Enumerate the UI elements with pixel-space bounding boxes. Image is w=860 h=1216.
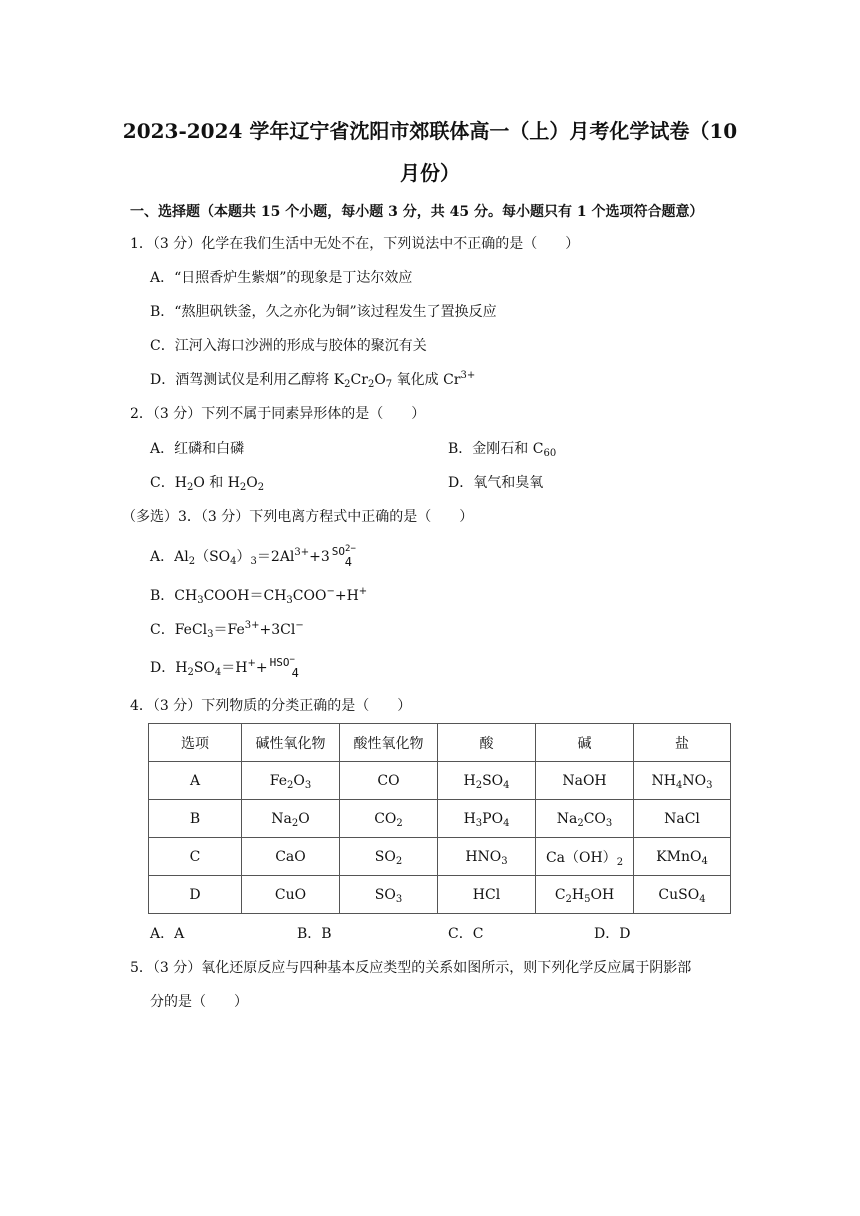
bisulfate-ion-icon: HSO− 4 — [269, 655, 299, 680]
option-a-label: A．Al — [150, 549, 189, 565]
option-a-rest: ） — [236, 549, 251, 565]
option-b-eq: ＝ — [249, 588, 264, 604]
question-1-option-a: A．“日照香炉生紫烟”的现象是丁达尔效应 — [150, 270, 413, 286]
question-3-option-c: C．$FeCl_3=Fe^{3+}+3Cl^-$ — [150, 620, 304, 640]
sulfate-ion-icon: $SO^{2-}$ 4 — [331, 544, 356, 569]
table-cell: $Na_2O$ — [242, 800, 340, 838]
question-5-stem-line1: 5．（3 分）氧化还原反应与四种基本反应类型的关系如图所示，则下列化学反应属于阴影部 — [130, 960, 692, 976]
question-4-option-c: C．C — [448, 926, 484, 942]
table-cell: CO — [340, 762, 438, 800]
option-c-label: C．FeCl — [150, 622, 208, 638]
option-c-label: C． — [150, 475, 175, 491]
question-2-stem: 2．（3 分）下列不属于同素异形体的是（ ） — [130, 406, 426, 422]
table-cell: D — [149, 876, 242, 914]
table-header-cell: 酸性氧化物 — [340, 724, 438, 762]
question-3-option-a: A．$Al_2(SO_4)_3=2Al^{3+}+3$ $SO^{2-}$ 4 — [150, 544, 356, 569]
document-title-line1: 2023-2024 学年辽宁省沈阳市郊联体高一（上）月考化学试卷（10 — [122, 119, 738, 143]
table-cell: KMnO$_4$ — [634, 838, 731, 876]
option-d-eq: ＝H — [221, 660, 248, 676]
option-c-eq: ＝Fe — [213, 622, 245, 638]
table-cell: $Fe_2O_3$ — [242, 762, 340, 800]
question-4-option-a: A．A — [150, 926, 185, 942]
table-header-cell: 选项 — [149, 724, 242, 762]
option-b-text: B．金刚石和 C — [448, 441, 544, 457]
table-row — [149, 762, 731, 800]
table-cell: $CO_2$ — [340, 800, 438, 838]
option-d-text: D．酒驾测试仪是利用乙醇将 — [150, 372, 334, 388]
question-3-option-d: D．$H_2SO_4=H^++$ HSO− 4 — [150, 655, 299, 680]
option-d-text-mid: 氧化成 Cr — [392, 372, 461, 388]
table-cell: $HNO_3$ — [438, 838, 536, 876]
table-cell: $C_2H_5OH$ — [536, 876, 634, 914]
question-2-option-b: B．金刚石和 $C_{60}$ — [448, 441, 557, 459]
table-row — [149, 800, 731, 838]
question-4-option-b: B．B — [297, 926, 332, 942]
section-heading: 一、选择题（本题共 15 个小题，每小题 3 分，共 45 分。每小题只有 1 个选项符合题意） — [130, 204, 704, 220]
option-a-plus: +3 — [309, 549, 330, 565]
question-2-option-d: D．氧气和臭氧 — [448, 475, 544, 491]
document-title-line2: 月份） — [400, 161, 460, 185]
table-cell: C — [149, 838, 242, 876]
option-c-mid: 和 — [204, 475, 228, 491]
question-3-option-b: B．$CH_3COOH=CH_3COO^-+H^+$ — [150, 586, 368, 606]
table-row — [149, 876, 731, 914]
table-row — [149, 838, 731, 876]
question-4-stem: 4．（3 分）下列物质的分类正确的是（ ） — [130, 698, 412, 714]
table-header-cell: 酸 — [438, 724, 536, 762]
question-5-stem-line2: 分的是（ ） — [150, 994, 248, 1010]
table-cell: A — [149, 762, 242, 800]
option-b-label: B． — [150, 588, 175, 604]
table-cell: $H_2SO_4$ — [438, 762, 536, 800]
option-a-mid: （SO — [195, 549, 231, 565]
table-cell: CuO — [242, 876, 340, 914]
question-1-stem: 1．（3 分）化学在我们生活中无处不在，下列说法中不正确的是（ ） — [130, 236, 580, 252]
table-cell: $Na_2CO_3$ — [536, 800, 634, 838]
table-cell: $SO_3$ — [340, 876, 438, 914]
table-cell: $SO_2$ — [340, 838, 438, 876]
table-cell: $NH_4NO_3$ — [634, 762, 731, 800]
table-cell: NaCl — [634, 800, 731, 838]
table-header-cell: 碱性氧化物 — [242, 724, 340, 762]
option-d-label: D．H — [150, 660, 188, 676]
table-cell: B — [149, 800, 242, 838]
question-1-option-c: C．江河入海口沙洲的形成与胶体的聚沉有关 — [150, 338, 427, 354]
question-1-option-b: B．“熬胆矾铁釜，久之亦化为铜”该过程发生了置换反应 — [150, 304, 497, 320]
table-header-cell: 碱 — [536, 724, 634, 762]
classification-table — [148, 723, 731, 914]
question-2-option-a: A．红磷和白磷 — [150, 441, 245, 457]
table-cell: HCl — [438, 876, 536, 914]
table-header-row — [149, 724, 731, 762]
option-c-plus: +3Cl — [259, 622, 296, 638]
table-cell: $Ca(OH)_2$ — [536, 838, 634, 876]
table-cell: CuSO$_4$ — [634, 876, 731, 914]
question-4-option-d: D．D — [594, 926, 631, 942]
table-cell: CaO — [242, 838, 340, 876]
question-2-option-c: C．$H_2O$ 和 $H_2O_2$ — [150, 475, 265, 493]
option-d-plus: + — [255, 660, 268, 676]
table-header-cell: 盐 — [634, 724, 731, 762]
option-a-eq: ＝2Al — [256, 549, 295, 565]
question-3-stem: （多选）3．（3 分）下列电离方程式中正确的是（ ） — [122, 509, 474, 525]
table-cell: NaOH — [536, 762, 634, 800]
table-cell: $H_3PO_4$ — [438, 800, 536, 838]
question-1-option-d: D．酒驾测试仪是利用乙醇将 $K_2Cr_2O_7$ 氧化成 $Cr^{3+}$ — [150, 370, 476, 390]
